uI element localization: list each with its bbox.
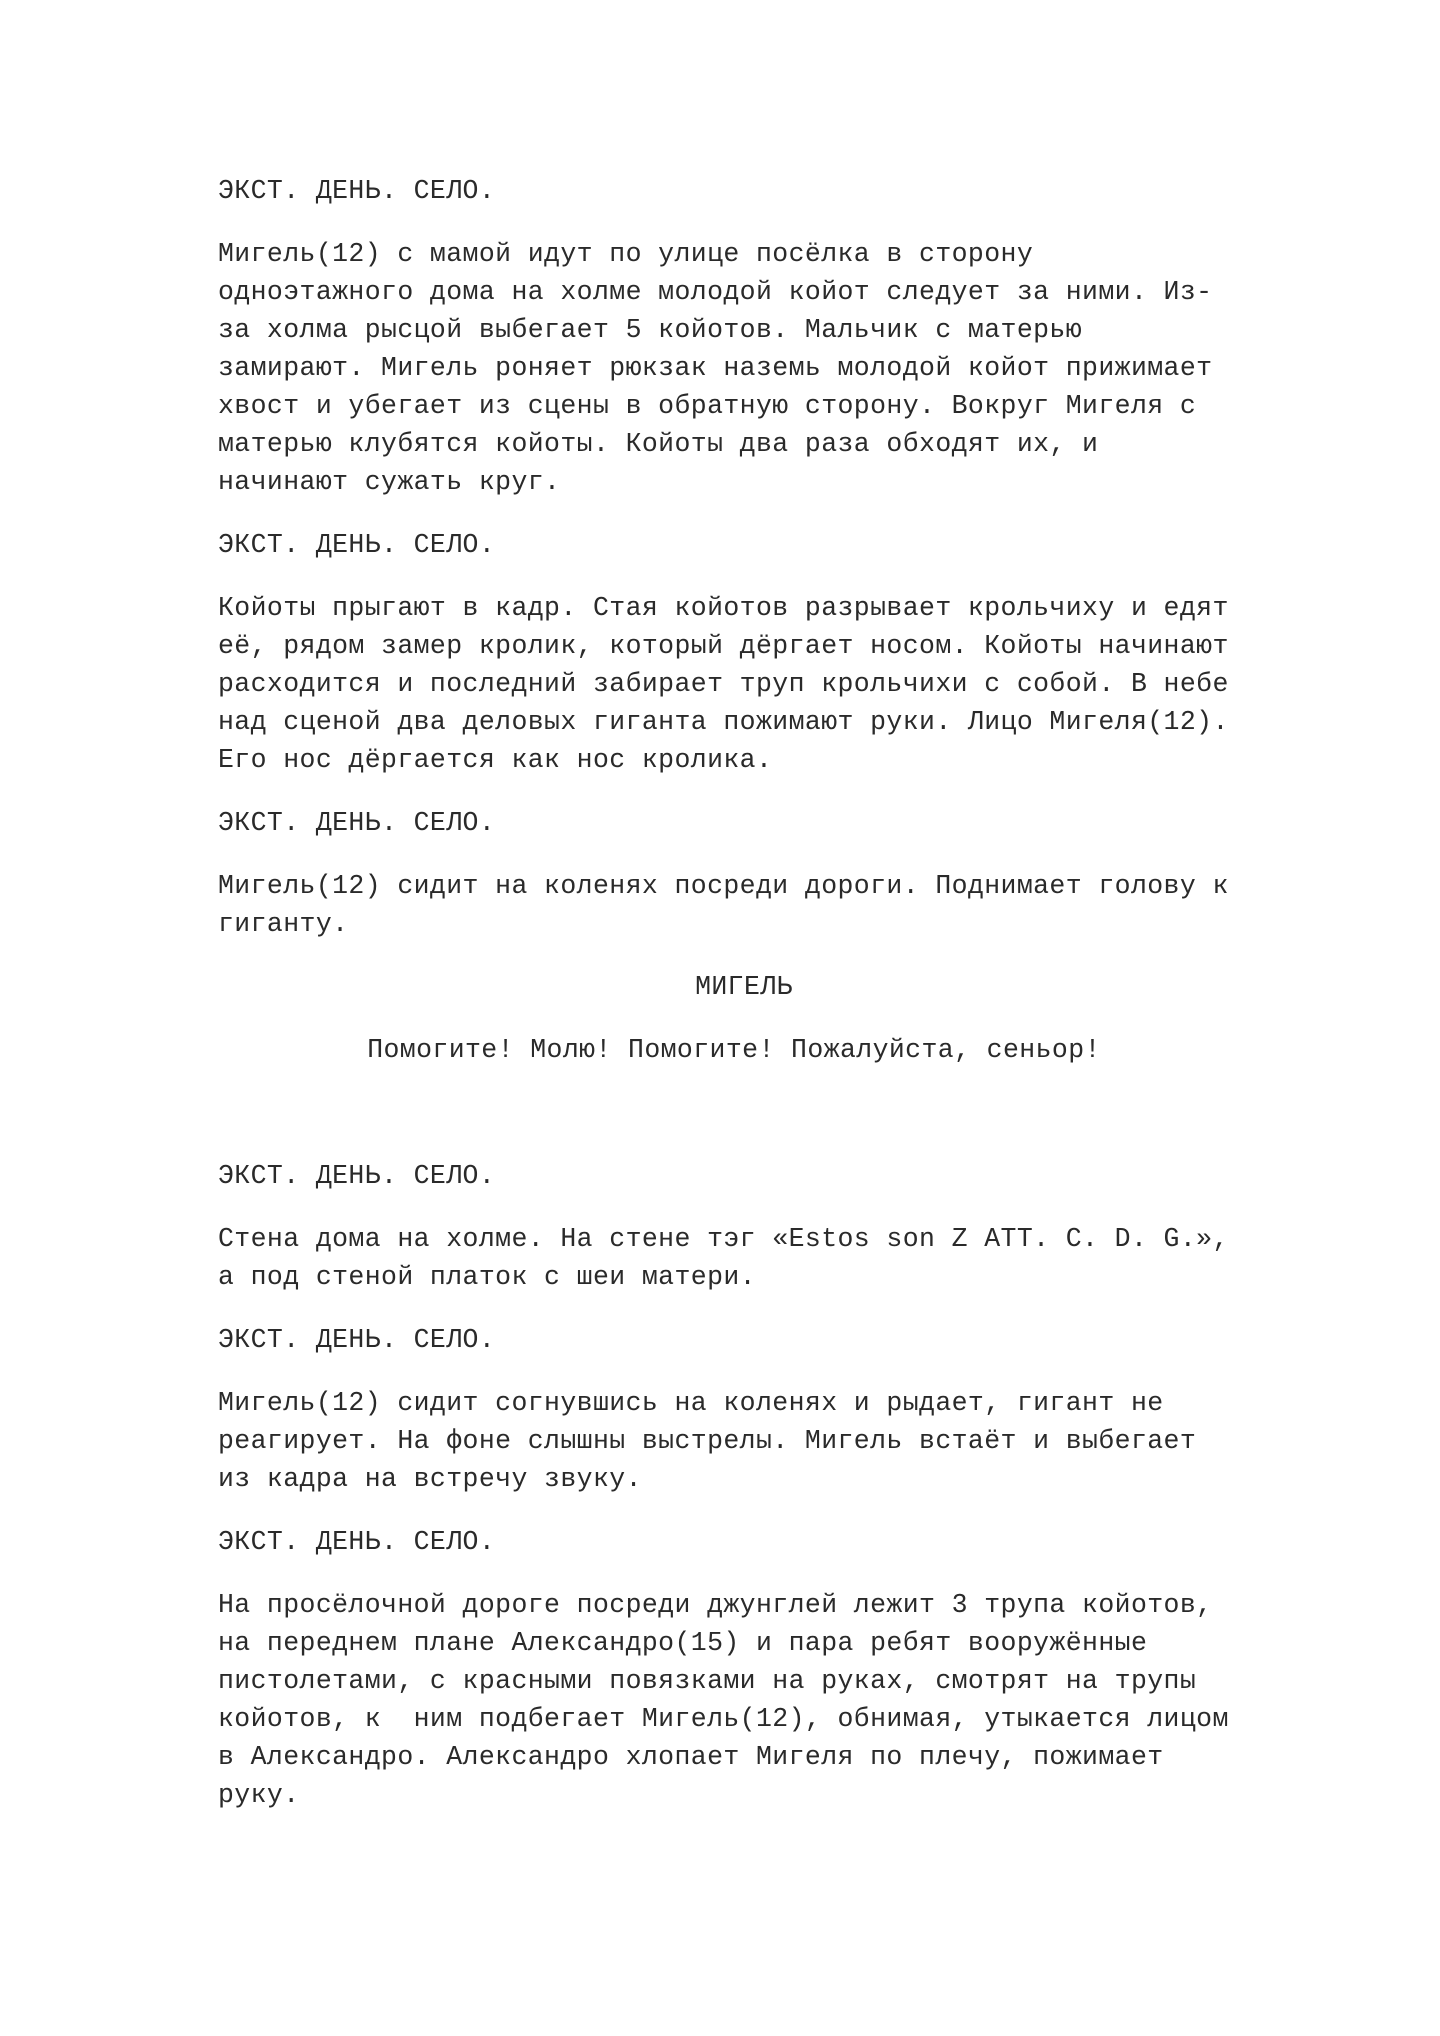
blank-spacer xyxy=(218,1094,1230,1157)
scene-heading: ЭКСТ. ДЕНЬ. СЕЛО. xyxy=(218,176,496,206)
scene-heading: ЭКСТ. ДЕНЬ. СЕЛО. xyxy=(218,1527,496,1557)
scene-heading: ЭКСТ. ДЕНЬ. СЕЛО. xyxy=(218,530,496,560)
scene-heading: ЭКСТ. ДЕНЬ. СЕЛО. xyxy=(218,1161,496,1191)
scene-heading: ЭКСТ. ДЕНЬ. СЕЛО. xyxy=(218,808,496,838)
action-paragraph: Койоты прыгают в кадр. Стая койотов разрывает крольчиху и едят её, рядом замер кролик, который дёргает носом. Койоты начинают расходится и последний забирает труп крольчихи с собой. В небе над сценой два деловых гиганта пожимают руки. Лицо Мигеля(12). Его нос дёргается как нос кролика. xyxy=(218,593,1246,775)
action-paragraph: Мигель(12) с мамой идут по улице посёлка в сторону одноэтажного дома на холме молодой койот следует за ними. Из-за холма рысцой выбегает 5 койотов. Мальчик с матерью замирают. Мигель роняет рюкзак наземь молодой койот прижимает хвост и убегает из сцены в обратную сторону. Вокруг Мигеля с матерью клубятся койоты. Койоты два раза обходят их, и начинают сужать круг. xyxy=(218,239,1229,497)
action-paragraph: Стена дома на холме. На стене тэг «Estos son Z ATT. C. D. G.», а под стеной платок с шеи матери. xyxy=(218,1224,1246,1292)
action-paragraph: Мигель(12) сидит на коленях посреди дороги. Поднимает голову к гиганту. xyxy=(218,871,1246,939)
scene-heading: ЭКСТ. ДЕНЬ. СЕЛО. xyxy=(218,1325,496,1355)
character-name: МИГЕЛЬ xyxy=(695,972,793,1002)
screenplay-body xyxy=(218,172,1246,1839)
dialogue-line: Помогите! Молю! Помогите! Пожалуйста, сеньор! xyxy=(367,1035,1101,1065)
action-paragraph: На просёлочной дороге посреди джунглей лежит 3 трупа койотов, на переднем плане Александро(15) и пара ребят вооружённые пистолетами, с красными повязками на руках, смотрят на трупы койотов, к ним подбегает Мигель(12), обнимая, утыкается лицом в Александро. Александро хлопает Мигеля по плечу, пожимает руку. xyxy=(218,1590,1246,1810)
action-paragraph: Мигель(12) сидит согнувшись на коленях и рыдает, гигант не реагирует. На фоне слышны выстрелы. Мигель встаёт и выбегает из кадра на встречу звуку. xyxy=(218,1388,1213,1494)
